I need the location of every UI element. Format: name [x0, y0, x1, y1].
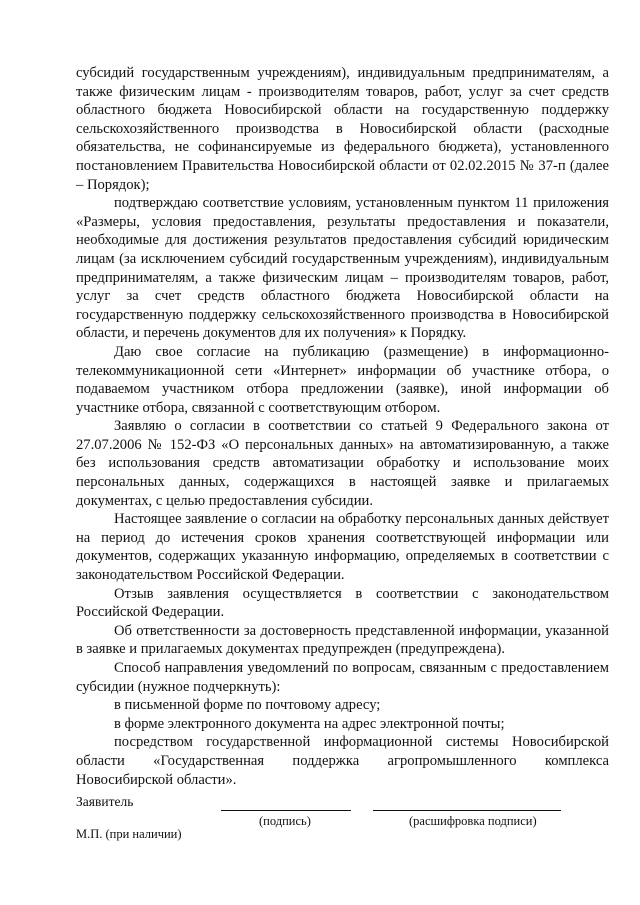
option-state-information-system: посредством государственной информационной системы Новосибирской области «Государственная поддержка агропромышленного комплекса Новосибирской области».	[76, 734, 609, 788]
option-email: в форме электронного документа на адрес электронной почты;	[114, 715, 505, 732]
paragraph-order-reference: субсидий государственным учреждениям), индивидуальным предпринимателям, а также физическим лицам - производителям товаров, работ, услуг за счет средств областного бюджета Новосибирской области на государственную поддержку сельскохозяйственного производства в Новосибирской области (расходные обязательства, не софинансируемые из федерального бюджета), установленного постановлением Правительства Новосибирской области от 02.02.2015 № 37-п (далее – Порядок);	[76, 65, 609, 193]
stamp-label: М.П. (при наличии)	[76, 827, 182, 841]
paragraph-responsibility: Об ответственности за достоверность представленной информации, указанной в заявке и прилагаемых документах предупрежден (предупреждена).	[76, 622, 609, 658]
option-postal-address: в письменной форме по почтовому адресу;	[114, 697, 381, 714]
paragraph-personal-data-consent: Заявляю о согласии в соответствии со статьей 9 Федерального закона от 27.07.2006 № 152-ФЗ «О персональных данных» на автоматизированную, а также без использования средств автоматизации обработку и использование моих персональных данных, содержащихся в настоящей заявке и прилагаемых документах, с целью предоставления субсидии.	[76, 418, 609, 509]
decryption-line	[373, 810, 561, 811]
applicant-label: Заявитель	[76, 794, 134, 809]
signature-block	[76, 794, 609, 854]
document-body	[76, 64, 609, 789]
paragraph-conditions-confirmation: подтверждаю соответствие условиям, установленным пунктом 11 приложения «Размеры, условия предоставления, результаты предоставления и показатели, необходимые для достижения результатов предоставления субсидий юридическим лицам (за исключением субсидий государственным учреждениям), индивидуальным предпринимателям, а также физическим лицам – производителям товаров, работ, услуг за счет средств областного бюджета Новосибирской области на государственную поддержку сельскохозяйственного производства в Новосибирской области, и перечень документов для их получения» к Порядку.	[76, 195, 609, 342]
signature-line	[221, 810, 351, 811]
paragraph-notification-method: Способ направления уведомлений по вопросам, связанным с предоставлением субсидии (нужное подчеркнуть):	[76, 660, 609, 695]
decryption-caption: (расшифровка подписи)	[409, 814, 537, 828]
paragraph-publication-consent: Даю свое согласие на публикацию (размещение) в информационно-телекоммуникационной сети «Интернет» информации об участнике отбора, о подаваемом участником отбора предложении (заявке), иной информации об участнике отбора, связанной с соответствующим отбором.	[76, 343, 609, 416]
signature-caption: (подпись)	[259, 814, 311, 828]
paragraph-consent-withdrawal: Отзыв заявления осуществляется в соответствии с законодательством Российской Федерации.	[76, 585, 609, 621]
paragraph-consent-validity: Настоящее заявление о согласии на обработку персональных данных действует на период до истечения сроков хранения соответствующей информации или документов, содержащих указанную информацию, определяемых в соответствии с законодательством Российской Федерации.	[76, 511, 609, 584]
